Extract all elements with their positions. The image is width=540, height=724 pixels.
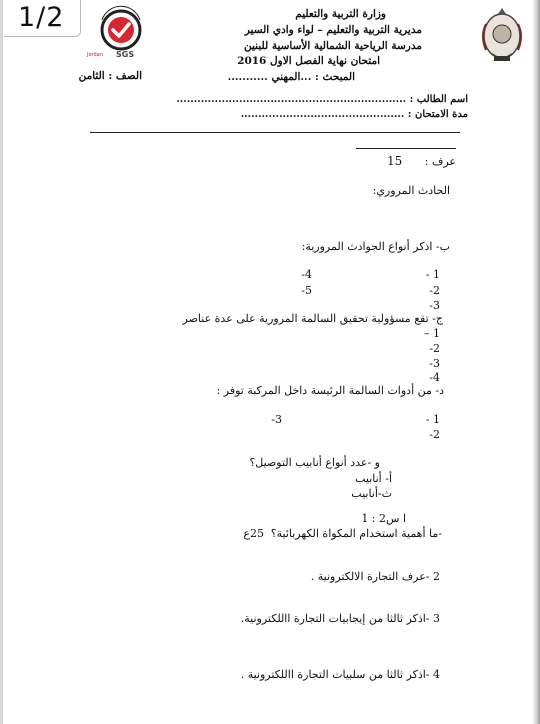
- define-label: عرف :: [424, 155, 456, 168]
- list-item: 5-: [301, 284, 312, 297]
- question-2-1: -ما أهمية استخدام المكواة الكهربائية؟: [270, 527, 442, 540]
- list-item: 2-: [429, 342, 440, 355]
- question-2-mark: 25ع: [243, 527, 264, 540]
- define-number: 15: [387, 154, 403, 168]
- page-number: 1/2: [18, 2, 65, 33]
- list-item: 1 -: [425, 268, 440, 281]
- subject-label: المبحث : ...المهني ...........: [227, 71, 355, 83]
- ministry-title: وزارة التربية والتعليم: [295, 8, 386, 20]
- exam-duration-field: مدة الامتحان : ...............................................: [240, 109, 468, 120]
- jordan-coat-of-arms-icon: [476, 4, 528, 66]
- directorate-title: مديرية التربية والتعليم – لواء وادي السير: [244, 24, 422, 36]
- question-2-4: 4 -اذكر ثالثا من سلبيات التجارة االلكترونية .: [240, 668, 440, 681]
- sgs-label: SGS: [116, 50, 135, 59]
- question-w: و -عدد أنواع أنابيب التوصيل؟: [249, 456, 380, 469]
- list-item: 3-: [429, 299, 440, 312]
- question-2-2: 2 -عرف التجارة الالكترونية .: [310, 570, 440, 583]
- blank-line: [356, 148, 456, 149]
- question-b: ب- اذكر أنواع الحوادث المرورية:: [301, 240, 450, 253]
- sgs-sub-label: Jordan: [87, 52, 103, 58]
- list-item: 1 -: [425, 413, 440, 426]
- grade-label: الصف : الثامن: [78, 70, 142, 82]
- list-item: 4-: [429, 371, 440, 384]
- question-d: د- من أدوات السالمة الرئيسة داخل المركبة توفر :: [216, 384, 444, 397]
- question-2-3: 3 -اذكر ثالثا من إيجابيات التجارة االلكترونية.: [240, 612, 440, 625]
- list-item: 1 –: [424, 327, 440, 340]
- list-item: 3-: [271, 413, 282, 426]
- header-divider: [90, 132, 460, 133]
- student-name-field: اسم الطالب : ..................................................................: [176, 94, 468, 105]
- list-item: 4-: [301, 268, 312, 281]
- question-2-header: ا س2 : 1: [361, 512, 406, 525]
- traffic-accident-term: الحادث المروري:: [372, 184, 450, 197]
- page-edge-right: [532, 0, 540, 724]
- school-title: مدرسة الرياحية الشمالية الأساسية للبنين: [244, 40, 422, 52]
- list-item: أ- أنابيب: [355, 472, 392, 485]
- question-c: ج- تقع مسؤولية تحقيق السالمة المرورية على عدة عناصر: [182, 312, 443, 325]
- list-item: 3-: [429, 357, 440, 370]
- list-item: 2-: [429, 284, 440, 297]
- page-edge-left: [0, 0, 3, 724]
- list-item: ث-أنابيب: [351, 487, 392, 500]
- list-item: 2-: [429, 428, 440, 441]
- exam-title: امتحان نهاية الفصل الاول 2016: [237, 55, 380, 67]
